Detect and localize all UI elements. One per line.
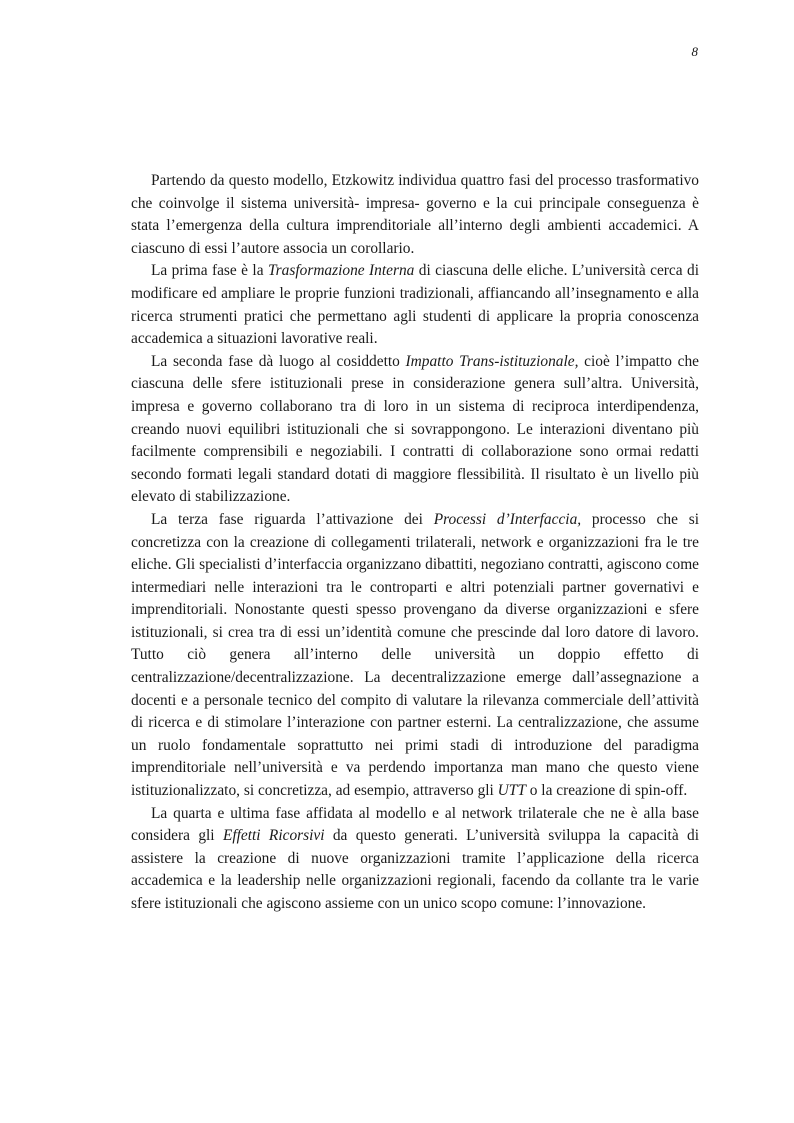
paragraph-4-end: o la creazione di spin-off. <box>525 782 688 800</box>
paragraph-5-before: La quarta e ultima fase affidata al modello e al network trilaterale che ne è alla base considera gli <box>131 804 699 845</box>
paragraph-2-after: di ciascuna delle eliche. L’università cerca di modificare ed ampliare le proprie funzioni tradizionali, affiancando all’insegnamento e alla ricerca strumenti pratici che permettano agli studenti di applicare la propria conoscenza accademica a situazioni lavorative reali. <box>131 262 699 348</box>
paragraph-4-after: processo che si concretizza con la creazione di collegamenti trilaterali, network e organizzazioni fra le tre eliche. Gli specialisti d’interfaccia organizzano dibattiti, negoziano contratti, agiscono come intermediari nelle interazioni tra le controparti e altri potenziali partner governativi e imprenditoriali. Nonostante questi spesso provengano da diverse organizzazioni e sfere istituzionali, si crea tra di essi un’identità comune che prescinde dal loro datore di lavoro. Tutto ciò genera all’interno delle università un doppio effetto di centralizzazione/decentralizzazione. La decentralizzazione emerge dall’assegnazione a docenti e a personale tecnico del compito di valutare la rilevanza commerciale dell’attività di ricerca e di stimolare l’interazione con partner esterni. La centralizzazione, che assume un ruolo fondamentale soprattutto nei primi stadi di introduzione del paradigma imprenditoriale nell’università e va perdendo importanza man mano che questo viene istituzionalizzato, si concretizza, ad esempio, attraverso gli <box>131 510 699 800</box>
term-trasformazione-interna: Trasformazione Interna <box>267 262 415 280</box>
paragraph-1 <box>131 170 699 260</box>
paragraph-4 <box>131 509 699 803</box>
paragraph-5 <box>131 803 699 916</box>
term-utt: UTT <box>497 782 526 800</box>
paragraph-1-text: Partendo da questo modello, Etzkowitz individua quattro fasi del processo trasformativo che coinvolge il sistema università- impresa- governo e la cui principale conseguenza è stata l’emergenza della cultura imprenditoriale all’interno degli ambienti accademici. A ciascuno di essi l’autore associa un corollario. <box>131 172 699 257</box>
body-text <box>131 170 699 916</box>
paragraph-3-before: La seconda fase dà luogo al cosiddetto <box>151 352 406 370</box>
paragraph-3 <box>131 351 699 509</box>
term-impatto-trans-istituzionale: Impatto Trans-istituzionale, <box>405 352 579 370</box>
term-processi-interfaccia: Processi d’Interfaccia, <box>433 510 582 528</box>
page-number: 8 <box>691 44 698 59</box>
paragraph-2 <box>131 260 699 350</box>
term-effetti-ricorsivi: Effetti Ricorsivi <box>222 827 325 845</box>
paragraph-4-before: La terza fase riguarda l’attivazione dei <box>151 510 434 528</box>
paragraph-3-after: cioè l’impatto che ciascuna delle sfere istituzionali prese in considerazione genera sull’altra. Università, impresa e governo collaborano tra di loro in un sistema di reciproca interdipendenza, creando nuovi equilibri istituzionali che si sovrappongono. Le interazioni diventano più facilmente comprensibili e negoziabili. I contratti di collaborazione sono ormai redatti secondo formati legali standard dotati di maggiore flessibilità. Il risultato è un livello più elevato di stabilizzazione. <box>131 352 699 506</box>
paragraph-5-after: da questo generati. L’università sviluppa la capacità di assistere la creazione di nuove organizzazioni tramite l’applicazione della ricerca accademica e la leadership nelle organizzazioni regionali, facendo da collante tra le varie sfere istituzionali che agiscono assieme con un unico scopo comune: l’innovazione. <box>131 827 699 912</box>
paragraph-2-before: La prima fase è la <box>151 262 268 280</box>
